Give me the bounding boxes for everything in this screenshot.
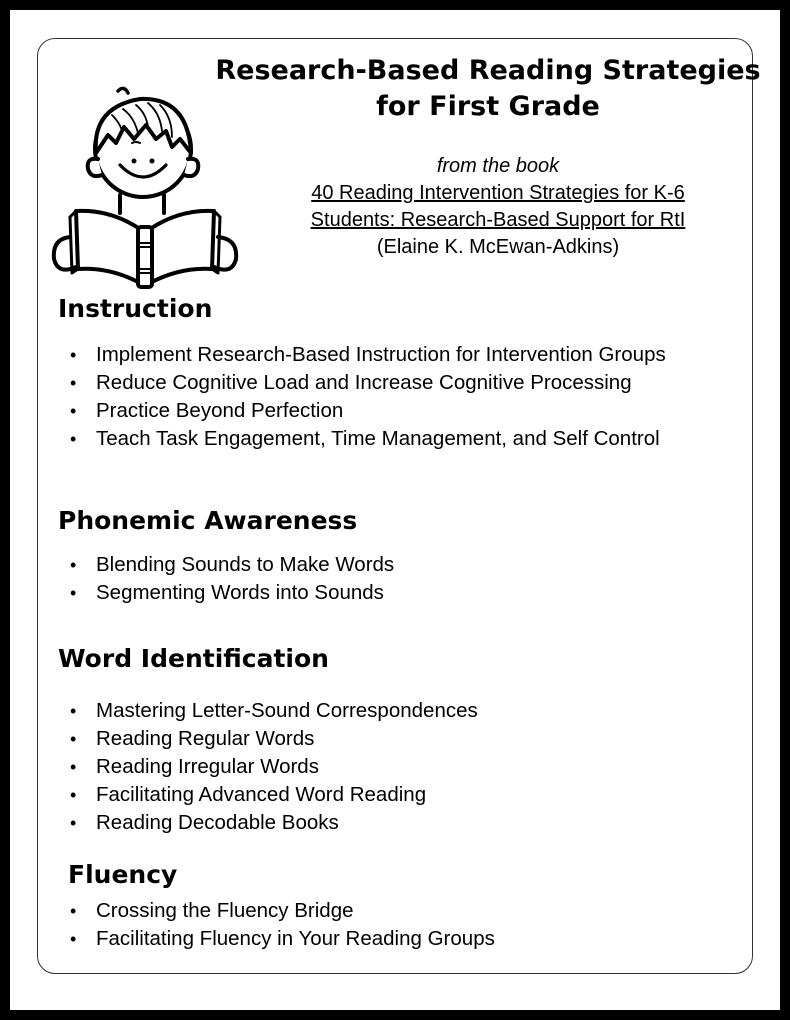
list-item (58, 753, 748, 781)
section-word-identification (58, 643, 748, 837)
list-item (58, 369, 748, 397)
list-item-text: Blending Sounds to Make Words (96, 553, 395, 576)
section-heading: Instruction (58, 294, 213, 323)
list-item-text: Teach Task Engagement, Time Management, and Self Control (96, 427, 660, 450)
section-fluency (68, 859, 758, 953)
title-line-2: for First Grade (376, 91, 600, 122)
list-item (58, 725, 748, 753)
bullet-icon: • (70, 345, 77, 365)
list-item-text: Reading Decodable Books (96, 811, 339, 834)
bullet-icon: • (70, 901, 77, 921)
bullet-icon: • (70, 583, 77, 603)
strategy-list (58, 551, 748, 607)
list-item-text: Mastering Letter-Sound Correspondences (96, 699, 478, 722)
section-heading: Phonemic Awareness (58, 506, 358, 535)
strategy-list (58, 341, 748, 453)
bullet-icon: • (70, 929, 77, 949)
list-item-text: Crossing the Fluency Bridge (96, 899, 354, 922)
rounded-border-frame (37, 38, 761, 974)
list-item-text: Practice Beyond Perfection (96, 399, 344, 422)
book-citation (268, 153, 728, 261)
list-item (58, 781, 748, 809)
bullet-icon: • (70, 401, 77, 421)
list-item-text: Implement Research-Based Instruction for Intervention Groups (96, 343, 666, 366)
list-item (58, 697, 748, 725)
bullet-icon: • (70, 813, 77, 833)
list-item (58, 897, 758, 925)
section-heading: Word Identification (58, 644, 329, 673)
bullet-icon: • (70, 757, 77, 777)
list-item-text: Reduce Cognitive Load and Increase Cognitive Processing (96, 371, 632, 394)
list-item-text: Segmenting Words into Sounds (96, 581, 384, 604)
list-item (58, 925, 758, 953)
book-title-line-2: Students: Research-Based Support for RtI (310, 209, 686, 231)
title-line-1: Research-Based Reading Strategies (215, 55, 761, 86)
list-item (58, 341, 748, 369)
section-instruction (58, 293, 748, 453)
list-item (58, 809, 748, 837)
list-item (58, 579, 748, 607)
bullet-icon: • (70, 701, 77, 721)
list-item (58, 425, 748, 453)
list-item-text: Reading Regular Words (96, 727, 315, 750)
section-heading: Fluency (68, 860, 178, 889)
bullet-icon: • (70, 429, 77, 449)
section-phonemic-awareness (58, 505, 748, 607)
strategy-list (58, 897, 758, 953)
bullet-icon: • (70, 555, 77, 575)
bullet-icon: • (70, 729, 77, 749)
bullet-icon: • (70, 373, 77, 393)
list-item-text: Facilitating Advanced Word Reading (96, 783, 427, 806)
book-title-line-1: 40 Reading Intervention Strategies for K-6 (311, 182, 685, 204)
bullet-icon: • (70, 785, 77, 805)
list-item-text: Reading Irregular Words (96, 755, 319, 778)
strategy-list (58, 697, 748, 837)
book-author: (Elaine K. McEwan-Adkins) (376, 236, 620, 258)
document-page (10, 10, 780, 1010)
list-item (58, 397, 748, 425)
list-item-text: Facilitating Fluency in Your Reading Groups (96, 927, 495, 950)
from-the-book-label: from the book (436, 155, 560, 177)
list-item (58, 551, 748, 579)
document-title (198, 53, 778, 125)
